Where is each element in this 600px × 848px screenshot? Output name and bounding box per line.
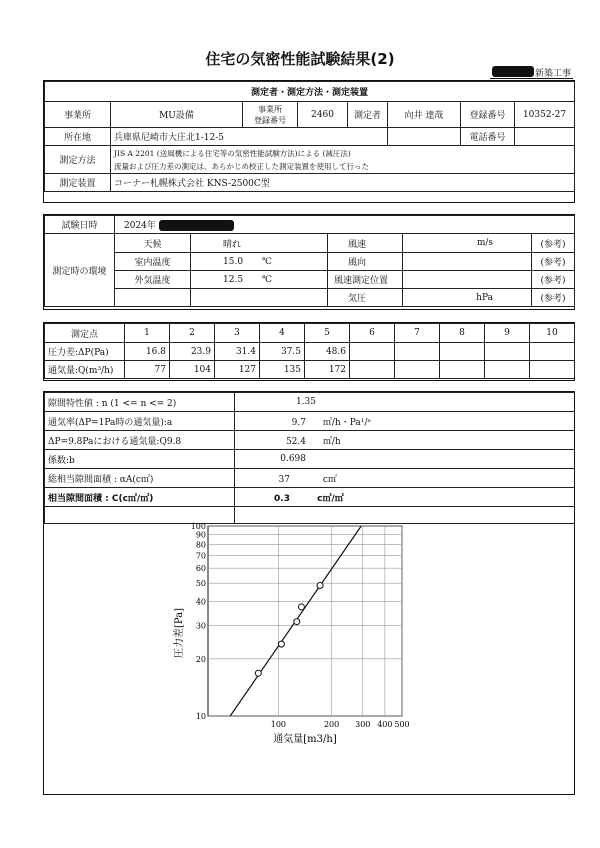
y-axis-label: 圧力差[Pa]	[174, 607, 185, 659]
page-title: 住宅の気密性能試験結果(2)	[205, 50, 395, 68]
data-point	[278, 641, 284, 647]
x-tick-label: 400	[377, 720, 393, 729]
point-cell: 2	[170, 324, 215, 343]
measurer-label: 測定者	[348, 102, 388, 128]
wind-pos-label: 風速測定位置	[328, 271, 403, 289]
q-cell: 104	[170, 361, 215, 379]
wind-speed-ref: (参考)	[532, 234, 575, 253]
q-row	[45, 361, 575, 379]
results-table	[44, 392, 575, 524]
result-label: 隙間特性値 : n (1 <= n <= 2)	[45, 393, 235, 412]
dp-row	[45, 343, 575, 361]
result-row	[45, 469, 575, 488]
redacted-project-name	[492, 66, 534, 77]
point-cell: 5	[305, 324, 350, 343]
method-value	[111, 146, 575, 174]
q-cell	[485, 361, 530, 379]
q-cell: 172	[305, 361, 350, 379]
reg-no-label: 登録番号	[461, 102, 515, 128]
method-line-2: 流量および圧力差の測定は、あらかじめ校正した測定装置を使用して行った	[114, 161, 369, 171]
method-line-1: JIS A 2201 (送風機による住宅等の気密性能試験方法)による (減圧法)	[114, 148, 351, 158]
wind-speed-label: 風速	[328, 234, 403, 253]
reg-no-value: 10352-27	[515, 102, 575, 128]
result-cell	[235, 431, 575, 450]
q-cell: 135	[260, 361, 305, 379]
pressure-label: 気圧	[328, 289, 403, 307]
result-value: 1.35	[295, 397, 316, 407]
point-cell: 3	[215, 324, 260, 343]
point-cell: 4	[260, 324, 305, 343]
result-unit: c㎡/㎡	[317, 493, 344, 504]
dp-cell: 48.6	[305, 343, 350, 361]
pressure-ref: (参考)	[532, 289, 575, 307]
point-cell: 8	[440, 324, 485, 343]
env-label: 測定時の環境	[45, 234, 115, 307]
dp-cell	[350, 343, 395, 361]
result-value: 0.3	[274, 493, 290, 504]
date-label: 試験日時	[45, 216, 115, 234]
pressure-flow-chart	[170, 518, 420, 748]
project-underline	[490, 78, 573, 79]
q-label: 通気量:Q(m³/h)	[45, 361, 125, 379]
pressure-unit: hPa	[403, 289, 532, 307]
plot-frame	[208, 526, 402, 716]
q-cell: 77	[125, 361, 170, 379]
dp-cell	[395, 343, 440, 361]
point-cell: 6	[350, 324, 395, 343]
point-cell: 7	[395, 324, 440, 343]
result-cell	[235, 450, 575, 469]
office-reg-label: 事業所 登録番号	[243, 102, 298, 128]
result-cell	[235, 469, 575, 488]
office-label: 事業所	[45, 102, 111, 128]
result-label: 通気率(ΔP=1Pa時の通気量):a	[45, 412, 235, 431]
data-point	[298, 604, 304, 610]
indoor-value: 15.0	[223, 256, 244, 267]
office-value: MU設備	[111, 102, 243, 128]
device-value: コーナー札幌株式会社 KNS-2500C型	[111, 174, 575, 192]
address-label: 所在地	[45, 128, 111, 146]
outdoor-label: 外気温度	[115, 271, 191, 289]
point-cell: 9	[485, 324, 530, 343]
indoor-unit: ℃	[261, 256, 272, 267]
y-tick-label: 80	[195, 540, 206, 550]
environment-table	[44, 215, 575, 307]
phone-label: 電話番号	[461, 128, 515, 146]
outdoor-value: 12.5	[223, 274, 244, 285]
point-cell: 10	[530, 324, 575, 343]
result-unit: ㎥/h	[322, 436, 341, 447]
q-cell	[440, 361, 485, 379]
result-label: 総相当隙間面積 : αA(c㎡)	[45, 469, 235, 488]
office-reg-value: 2460	[298, 102, 348, 128]
y-tick-label: 50	[195, 579, 206, 589]
redacted-date	[159, 220, 234, 231]
x-tick-label: 300	[355, 720, 371, 729]
result-row	[45, 412, 575, 431]
dp-cell: 37.5	[260, 343, 305, 361]
result-value: 9.7	[291, 417, 306, 428]
dp-cell	[485, 343, 530, 361]
wind-dir-ref: (参考)	[532, 253, 575, 271]
indoor-temp	[191, 253, 328, 271]
y-tick-label: 30	[195, 621, 206, 631]
weather-value: 晴れ	[191, 234, 328, 253]
result-cell	[235, 393, 575, 412]
result-row	[45, 393, 575, 412]
y-tick-label: 40	[195, 597, 206, 607]
dp-cell: 23.9	[170, 343, 215, 361]
measurer-value: 向井 達哉	[388, 102, 461, 128]
dp-cell: 16.8	[125, 343, 170, 361]
result-cell	[235, 488, 575, 507]
x-tick-label: 500	[394, 720, 410, 729]
wind-speed-unit: m/s	[403, 234, 532, 253]
point-label: 測定点	[45, 324, 125, 343]
wind-pos-ref: (参考)	[532, 271, 575, 289]
result-row	[45, 450, 575, 469]
q-cell	[350, 361, 395, 379]
date-value	[115, 216, 575, 234]
result-row	[45, 431, 575, 450]
result-value: 52.4	[285, 436, 306, 447]
date-year: 2024年	[124, 221, 156, 231]
dp-cell	[530, 343, 575, 361]
weather-label: 天候	[115, 234, 191, 253]
y-tick-label: 90	[195, 530, 206, 540]
result-row	[45, 488, 575, 507]
phone-value	[515, 128, 575, 146]
data-point	[294, 619, 300, 625]
result-label: ΔP=9.8Paにおける通気量:Q9.8	[45, 431, 235, 450]
dp-cell: 31.4	[215, 343, 260, 361]
dp-cell	[440, 343, 485, 361]
dp-label: 圧力差:ΔP(Pa)	[45, 343, 125, 361]
result-cell	[235, 412, 575, 431]
x-axis-label: 通気量[m3/h]	[273, 734, 337, 745]
y-tick-label: 100	[190, 522, 206, 531]
y-tick-label: 70	[195, 551, 206, 561]
outdoor-unit: ℃	[261, 274, 272, 285]
measurer-header: 測定者・測定方法・測定装置	[45, 82, 575, 102]
outdoor-temp	[191, 271, 328, 289]
device-label: 測定装置	[45, 174, 111, 192]
result-value: 0.698	[280, 454, 306, 464]
q-cell	[530, 361, 575, 379]
indoor-label: 室内温度	[115, 253, 191, 271]
data-point	[317, 583, 323, 589]
result-value: 37	[278, 474, 290, 485]
q-cell	[395, 361, 440, 379]
y-tick-label: 20	[195, 654, 206, 664]
measurement-table	[44, 323, 575, 379]
address-value: 兵庫県尼崎市大庄北1-12-5	[111, 128, 388, 146]
wind-dir-label: 風向	[328, 253, 403, 271]
data-point	[255, 670, 261, 676]
x-tick-label: 200	[323, 720, 340, 729]
method-label: 測定方法	[45, 146, 111, 174]
result-unit: ㎥/h・Pa¹/ⁿ	[322, 417, 372, 428]
y-tick-label: 60	[195, 564, 206, 574]
result-label: 係数:b	[45, 450, 235, 469]
y-tick-label: 10	[195, 712, 206, 721]
x-tick-label: 100	[270, 720, 287, 729]
measurer-table	[44, 81, 575, 192]
point-cell: 1	[125, 324, 170, 343]
project-suffix: 新築工事	[535, 69, 572, 79]
q-cell: 127	[215, 361, 260, 379]
result-unit: c㎡	[322, 474, 337, 485]
result-label: 相当隙間面積 : C(c㎡/㎡)	[45, 488, 235, 507]
points-row	[45, 324, 575, 343]
